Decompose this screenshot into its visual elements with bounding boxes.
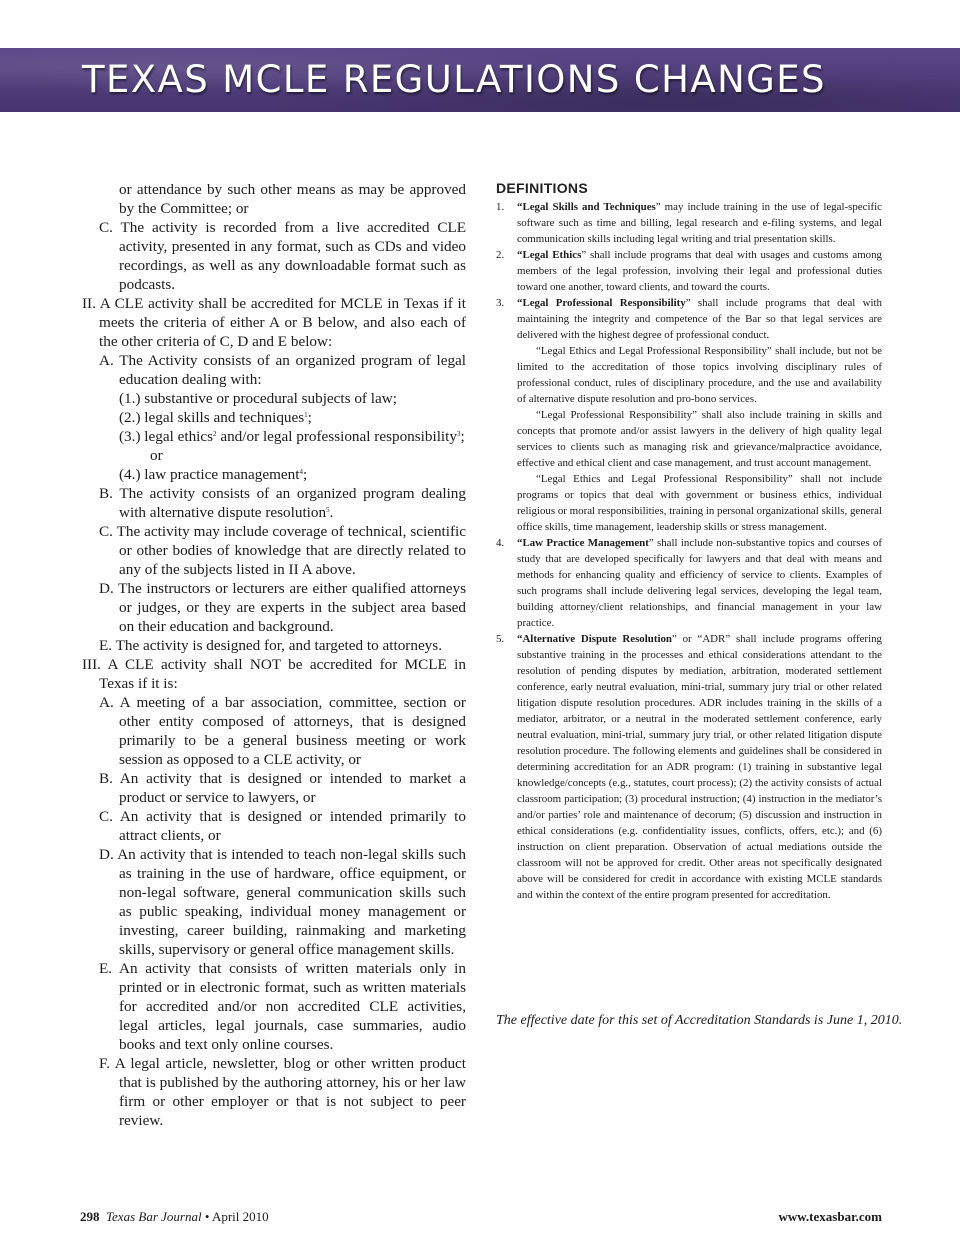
section-2-heading: II. A CLE activity shall be accredited for MCLE in Texas if it meets the criteria of either A or B below, and also each of the other criteria of C, D and E below: — [82, 295, 466, 350]
definition-3 — [496, 295, 882, 343]
footer-separator: • — [204, 1209, 210, 1224]
item-2a-2 — [82, 408, 466, 427]
item-2a-3-text-a: (3.) legal ethics — [119, 428, 214, 445]
item-2a-4-end: ; — [302, 466, 308, 483]
footnote-ref-5: 5 — [326, 506, 330, 514]
definition-2 — [496, 247, 882, 295]
definition-1-number: 1. — [496, 201, 505, 213]
definition-2-number: 2. — [496, 249, 505, 261]
footnote-ref-2: 2 — [213, 430, 217, 438]
left-column — [82, 180, 466, 1130]
or-text: or — [150, 447, 163, 464]
issue-date: April 2010 — [211, 1209, 269, 1224]
intro-text: or attendance by such other means as may be approved by the Committee; or — [119, 181, 466, 217]
definitions-heading: DEFINITIONS — [496, 180, 588, 196]
definition-5 — [496, 631, 882, 903]
header-banner — [0, 48, 960, 112]
item-2a-2-text: (2.) legal skills and techniques — [119, 409, 305, 426]
item-2c: C. The activity may include coverage of technical, scientific or other bodies of knowledge that are directly related to any of the subjects listed in II A above. — [99, 523, 466, 578]
definition-4-term: “Law Practice Management — [517, 537, 649, 549]
item-3b: B. An activity that is designed or intended to market a product or service to lawyers, or — [99, 770, 466, 806]
definition-2-term: “Legal Ethics — [517, 249, 582, 261]
item-2a-2-end: ; — [307, 409, 312, 426]
item-3d: D. An activity that is intended to teach non-legal skills such as training in the use of hardware, office equipment, or non-legal software, general communication skills such as public speaking, individual money management or investing, career building, rainmaking and marketing skills, supervisory or general office management skills. — [99, 846, 466, 958]
definition-3-term: “Legal Professional Responsibility — [517, 297, 686, 309]
item-c-recorded: C. The activity is recorded from a live accredited CLE activity, presented in any format, such as CDs and video recordings, as well as any downloadable format such as podcasts. — [99, 219, 466, 293]
definition-3-para-2: “Legal Professional Responsibility” shall also include training in skills and concepts that promote and/or assist lawyers in the delivery of high quality legal services to clients such as managing risk and grievance/malpractice avoidance, effective and ethical client and case management, and trust account management. — [517, 409, 882, 469]
item-3f: F. A legal article, newsletter, blog or other written product that is published by the authoring attorney, his or her law firm or other employer or that is not subject to peer review. — [99, 1055, 466, 1129]
definition-3-para-1: “Legal Ethics and Legal Professional Responsibility” shall include, but not be limited to the accreditation of those topics involving disciplinary rules of professional conduct, rules of disciplinary procedure, and the use and availability of alternative dispute resolution and pro-bono services. — [517, 345, 882, 405]
item-2a-3-text-b: and/or legal professional responsibility — [216, 428, 457, 445]
definition-3-para-3: “Legal Ethics and Legal Professional Responsibility” shall not include programs or topics that deal with government or business ethics, individual religious or moral responsibilities, training in personal organizational skills, general office skills, time management, leadership skills or stress management. — [517, 473, 882, 533]
definition-5-text: ” or “ADR” shall include programs offering substantive training in the processes and ethical considerations attendant to the resolution of pending disputes by mediation, arbitration, moderated settlement conference, early neutral evaluation, mini-trial, summary jury trial or other related litigation dispute resolution procedures. ADR includes training in the skills of a mediator, arbitrator, or a neutral in the moderated settlement conference, early neutral evaluation, mini-trial, summary jury trial, or other related litigation dispute resolution procedure. The following elements and guidelines shall be considered in determining accreditation for an ADR program: (1) training in substantive legal knowledge/concepts (e.g., statutes, court process); (2) the activity consists of actual classroom participation; (3) procedural instruction; (4) instruction in the mediator’s and/or parties’ role and maintenance of decorum; (5) discussion and instruction in ethical considerations (e.g. confidentiality issues, conflicts, offers, etc.); and (6) instruction on client preparation. Observation of actual mediations outside the classroom will not be approved for credit. Other areas not specifically designated above will be considered for credit in accordance with existing MCLE standards and within the context of the entire program presented for accreditation. — [517, 633, 882, 901]
item-2b-end: . — [329, 504, 334, 521]
definition-5-number: 5. — [496, 633, 505, 645]
footnote-ref-3: 3 — [456, 430, 461, 438]
item-2a-1: (1.) substantive or procedural subjects of law; — [119, 390, 397, 407]
item-3c: C. An activity that is designed or intended primarily to attract clients, or — [99, 808, 466, 844]
definition-3-text: ” shall include programs that deal with maintaining the integrity and competence of the Bar so that legal services are delivered with the highest degree of professional conduct. — [517, 297, 882, 341]
definition-1-term: “Legal Skills and Techniques — [517, 201, 656, 213]
item-3a: A. A meeting of a bar association, committee, section or other entity composed of attorneys, that is designed primarily to be a general business meeting or work session as opposed to a CLE activity, or — [99, 694, 466, 768]
section-3-heading: III. A CLE activity shall NOT be accredited for MCLE in Texas if it is: — [82, 656, 466, 692]
footer-left — [80, 1209, 269, 1225]
definition-2-text: ” shall include programs that deal with usages and customs among members of the legal profession, involving their legal and professional duties toward one another, toward clients, and toward the courts. — [517, 249, 882, 293]
definitions-column — [496, 180, 882, 903]
item-2a: A. The Activity consists of an organized program of legal education dealing with: — [99, 352, 466, 388]
definition-1 — [496, 199, 882, 247]
page-number: 298 — [80, 1209, 100, 1224]
footer-url[interactable]: www.texasbar.com — [778, 1209, 882, 1224]
effective-date-note: The effective date for this set of Accreditation Standards is June 1, 2010. — [496, 1013, 903, 1028]
item-2d: D. The instructors or lecturers are either qualified attorneys or judges, or they are experts in the subject area based on their education and background. — [99, 580, 466, 635]
definition-5-term: “Alternative Dispute Resolution — [517, 633, 672, 645]
item-2b-text: B. The activity consists of an organized program dealing with alternative dispute resolution — [99, 485, 466, 521]
definition-4-number: 4. — [496, 537, 505, 549]
item-2b — [82, 484, 466, 522]
item-2a-4 — [82, 465, 466, 484]
footnote-ref-1: 1 — [304, 411, 308, 419]
item-2a-3-end: ; — [460, 428, 465, 445]
definition-4 — [496, 535, 882, 631]
item-2a-4-text: (4.) law practice management — [119, 466, 300, 483]
item-2a-3 — [82, 427, 466, 446]
definition-3-number: 3. — [496, 297, 505, 309]
item-3e: E. An activity that consists of written materials only in printed or in electronic format, such as written materials for accredited and/or non accredited CLE activities, legal articles, legal journals, case summaries, audio books and text only online courses. — [99, 960, 466, 1053]
item-2e: E. The activity is designed for, and targeted to attorneys. — [99, 637, 442, 654]
definition-1-text: ” may include training in the use of legal-specific software such as time and billing, legal research and e-filing systems, and legal communication skills including legal writing and trial presentation skills. — [517, 201, 882, 245]
definition-4-text: ” shall include non-substantive topics and courses of study that are developed specifically for lawyers and that deal with means and methods for enhancing quality and efficiency of service to clients. Examples of such programs shall include delivering legal services, developing the legal team, building attorney/client relationships, and financial management in your law practice. — [517, 537, 882, 629]
footnote-ref-4: 4 — [299, 468, 303, 476]
page-title: TEXAS MCLE REGULATIONS CHANGES — [82, 58, 826, 101]
journal-name: Texas Bar Journal — [106, 1209, 202, 1224]
